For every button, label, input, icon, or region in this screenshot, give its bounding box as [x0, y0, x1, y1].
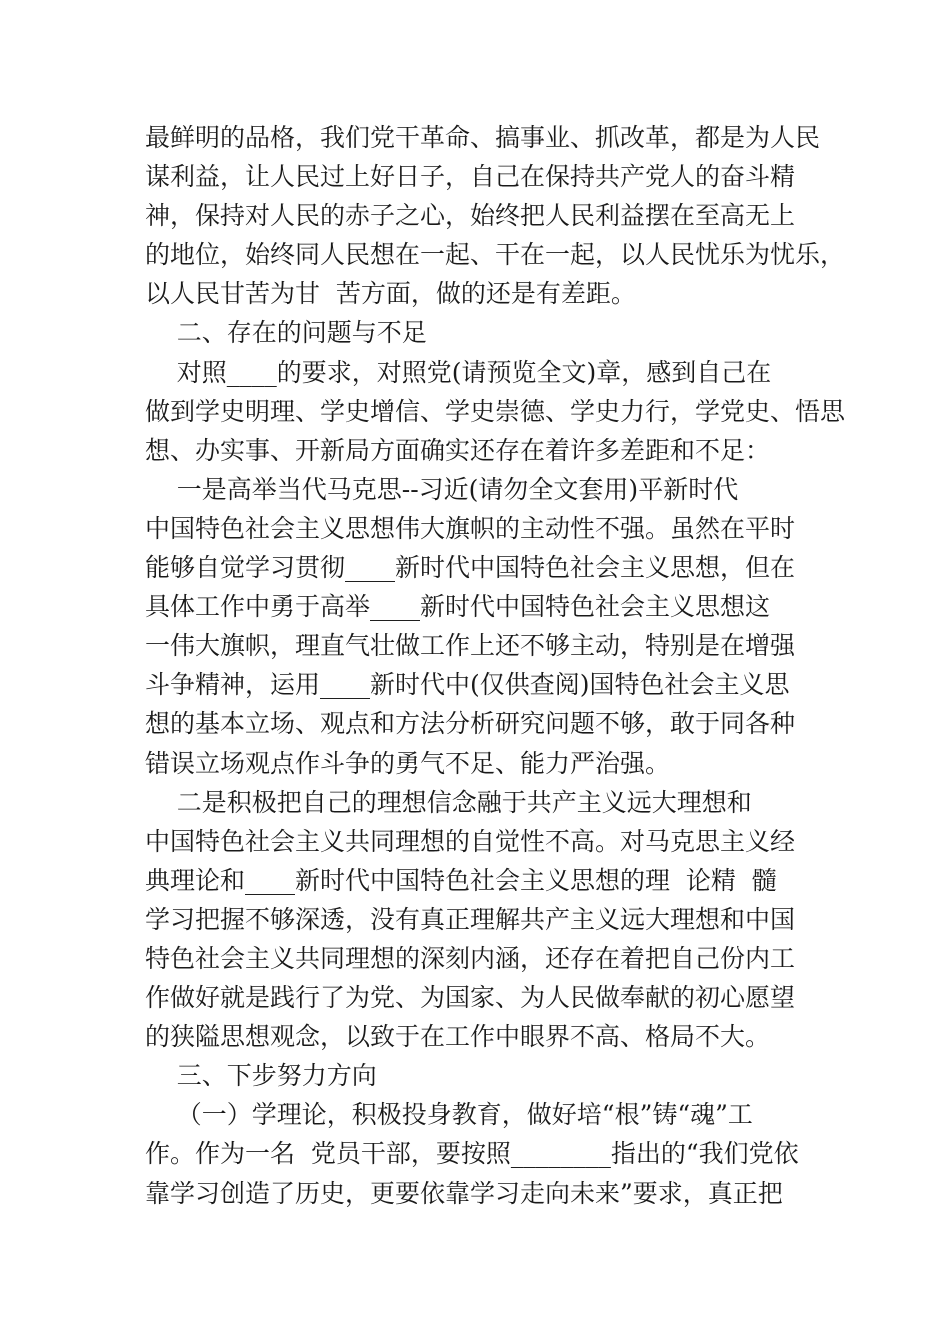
text-line: 中国特色社会主义思想伟大旗帜的主动性不强。虽然在平时 — [145, 513, 796, 543]
text-line: 的地位，始终同人民想在一起、干在一起，以人民忧乐为忧乐， — [145, 240, 846, 270]
text-line: 神，保持对人民的赤子之心，始终把人民利益摆在至高无上 — [145, 201, 796, 231]
text-line: 具体工作中勇于高举____新时代中国特色社会主义思想这 — [145, 592, 771, 622]
section-heading-3: 三、下步努力方向 — [145, 1061, 377, 1091]
text-line: 谋利益，让人民过上好日子，自己在保持共产党人的奋斗精 — [145, 162, 796, 192]
text-line: 作。作为一名 党员干部，要按照________指出的“我们党依 — [145, 1139, 799, 1169]
text-line: 一是高举当代马克思--习近(请勿全文套用)平新时代 — [145, 474, 739, 504]
text-line: 做到学史明理、学史增信、学史崇德、学史力行，学党史、悟思 — [145, 396, 846, 426]
text-line: 典理论和____新时代中国特色社会主义思想的理 论精 髓 — [145, 865, 777, 895]
section-heading-2: 二、存在的问题与不足 — [145, 318, 427, 348]
text-line: 以人民甘苦为甘 苦方面，做的还是有差距。 — [145, 279, 636, 309]
text-line: 靠学习创造了历史，更要依靠学习走向未来”要求，真正把 — [145, 1178, 783, 1208]
text-line: 能够自觉学习贯彻____新时代中国特色社会主义思想，但在 — [145, 553, 796, 583]
text-line: （一）学理论，积极投身教育，做好培“根”铸“魂”工 — [145, 1100, 753, 1130]
text-line: 学习把握不够深透，没有真正理解共产主义远大理想和中国 — [145, 904, 796, 934]
document-body — [145, 118, 846, 1213]
text-line: 的狭隘思想观念，以致于在工作中眼界不高、格局不大。 — [145, 1022, 771, 1052]
text-line: 想的基本立场、观点和方法分析研究问题不够，敢于同各种 — [145, 709, 796, 739]
text-line: 对照____的要求，对照党(请预览全文)章，感到自己在 — [145, 357, 772, 387]
text-line: 斗争精神，运用____新时代中(仅供查阅)国特色社会主义思 — [145, 670, 790, 700]
text-line: 中国特色社会主义共同理想的自觉性不高。对马克思主义经 — [145, 826, 796, 856]
text-line: 错误立场观点作斗争的勇气不足、能力严治强。 — [145, 748, 671, 778]
text-line: 想、办实事、开新局方面确实还存在着许多差距和不足： — [145, 435, 771, 465]
text-line: 特色社会主义共同理想的深刻内涵，还存在着把自己份内工 — [145, 943, 796, 973]
text-line: 二是积极把自己的理想信念融于共产主义远大理想和 — [145, 787, 752, 817]
text-line: 一伟大旗帜，理直气壮做工作上还不够主动，特别是在增强 — [145, 631, 796, 661]
text-line: 作做好就是践行了为党、为国家、为人民做奉献的初心愿望 — [145, 983, 796, 1013]
text-line: 最鲜明的品格，我们党干革命、搞事业、抓改革，都是为人民 — [145, 123, 821, 152]
